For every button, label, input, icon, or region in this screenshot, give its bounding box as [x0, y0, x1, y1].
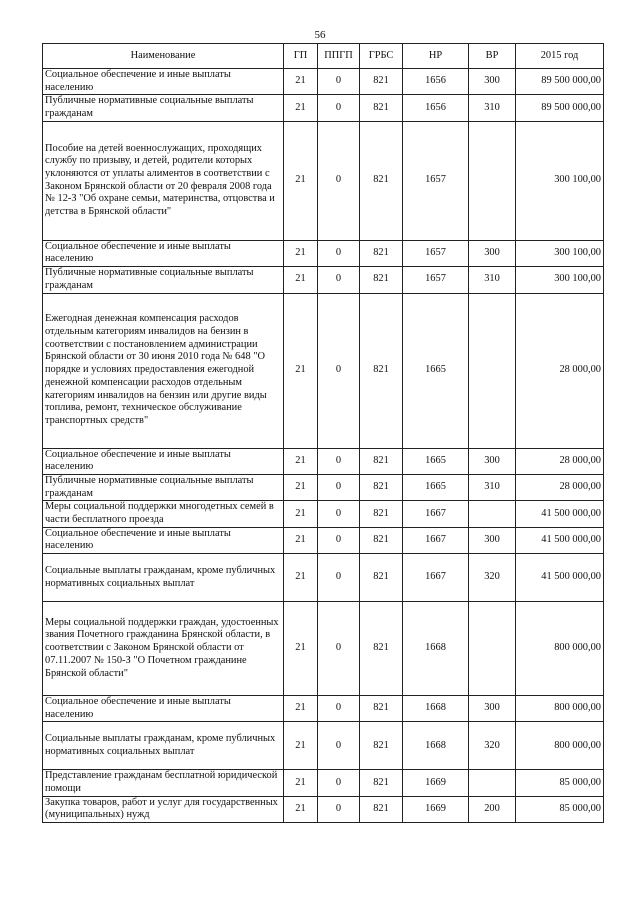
row-vr: [469, 770, 516, 796]
row-name: Социальное обеспечение и иные выплаты населению: [43, 696, 284, 722]
row-vr: 300: [469, 240, 516, 266]
row-gp: 21: [284, 770, 318, 796]
row-grbs: 821: [360, 69, 403, 95]
row-name: Социальное обеспечение и иные выплаты населению: [43, 448, 284, 474]
row-nr: 1657: [403, 240, 469, 266]
row-ppgp: 0: [318, 474, 360, 500]
table-row: [43, 267, 604, 293]
row-grbs: 821: [360, 95, 403, 121]
row-grbs: 821: [360, 722, 403, 770]
row-ppgp: 0: [318, 554, 360, 602]
row-name: Меры социальной поддержки граждан, удостоенных звания Почетного гражданина Брянской области, в соответствии с Законом Брянской области от 07.11.2007 № 150-З "О Почетном гражданине Брянской области": [43, 602, 284, 696]
row-vr: [469, 602, 516, 696]
row-ppgp: 0: [318, 722, 360, 770]
row-grbs: 821: [360, 293, 403, 448]
row-vr: [469, 121, 516, 240]
row-grbs: 821: [360, 240, 403, 266]
header-nr: НР: [403, 44, 469, 69]
row-grbs: 821: [360, 448, 403, 474]
row-vr: 310: [469, 474, 516, 500]
table-row: [43, 95, 604, 121]
row-nr: 1668: [403, 602, 469, 696]
row-gp: 21: [284, 722, 318, 770]
page-number: 56: [314, 29, 326, 41]
row-gp: 21: [284, 554, 318, 602]
table-row: [43, 696, 604, 722]
row-amount: 300 100,00: [516, 267, 604, 293]
header-gp: ГП: [284, 44, 318, 69]
table-row: [43, 448, 604, 474]
row-ppgp: 0: [318, 69, 360, 95]
row-ppgp: 0: [318, 448, 360, 474]
row-amount: 41 500 000,00: [516, 501, 604, 527]
row-vr: 320: [469, 554, 516, 602]
row-grbs: 821: [360, 267, 403, 293]
row-nr: 1657: [403, 267, 469, 293]
row-name: Ежегодная денежная компенсация расходов отдельным категориям инвалидов на бензин в соответствии с постановлением администрации Брянской области от 30 июня 2010 года № 648 "О порядке и условиях предоставления ежегодной денежной компенсации расходов отдельным категориям инвалидов на бензин или другие виды топлива, ремонт, техническое обслуживание транспортных средств": [43, 293, 284, 448]
row-nr: 1665: [403, 293, 469, 448]
row-vr: 320: [469, 722, 516, 770]
row-grbs: 821: [360, 696, 403, 722]
row-ppgp: 0: [318, 770, 360, 796]
row-amount: 28 000,00: [516, 448, 604, 474]
row-vr: 300: [469, 696, 516, 722]
row-ppgp: 0: [318, 527, 360, 553]
table-row: [43, 527, 604, 553]
row-amount: 800 000,00: [516, 696, 604, 722]
row-amount: 89 500 000,00: [516, 69, 604, 95]
row-name: Публичные нормативные социальные выплаты гражданам: [43, 267, 284, 293]
row-grbs: 821: [360, 121, 403, 240]
row-amount: 300 100,00: [516, 240, 604, 266]
row-name: Социальные выплаты гражданам, кроме публичных нормативных социальных выплат: [43, 554, 284, 602]
row-nr: 1665: [403, 474, 469, 500]
row-grbs: 821: [360, 554, 403, 602]
row-name: Закупка товаров, работ и услуг для государственных (муниципальных) нужд: [43, 796, 284, 822]
row-ppgp: 0: [318, 696, 360, 722]
row-gp: 21: [284, 501, 318, 527]
row-amount: 41 500 000,00: [516, 527, 604, 553]
row-nr: 1657: [403, 121, 469, 240]
row-grbs: 821: [360, 602, 403, 696]
row-gp: 21: [284, 121, 318, 240]
row-ppgp: 0: [318, 602, 360, 696]
table-row: [43, 770, 604, 796]
row-ppgp: 0: [318, 267, 360, 293]
row-vr: 300: [469, 69, 516, 95]
header-grbs: ГРБС: [360, 44, 403, 69]
row-gp: 21: [284, 696, 318, 722]
row-amount: 41 500 000,00: [516, 554, 604, 602]
row-ppgp: 0: [318, 240, 360, 266]
row-gp: 21: [284, 796, 318, 822]
row-amount: 300 100,00: [516, 121, 604, 240]
table-row: [43, 796, 604, 822]
row-amount: 28 000,00: [516, 474, 604, 500]
row-nr: 1656: [403, 95, 469, 121]
row-gp: 21: [284, 240, 318, 266]
row-gp: 21: [284, 69, 318, 95]
table-row: [43, 240, 604, 266]
row-gp: 21: [284, 602, 318, 696]
row-amount: 800 000,00: [516, 602, 604, 696]
row-grbs: 821: [360, 527, 403, 553]
row-vr: [469, 501, 516, 527]
table-row: [43, 121, 604, 240]
row-ppgp: 0: [318, 95, 360, 121]
budget-table: [42, 43, 604, 823]
row-vr: 310: [469, 267, 516, 293]
table-row: [43, 722, 604, 770]
row-name: Пособие на детей военнослужащих, проходящих службу по призыву, и детей, родители которых уклоняются от уплаты алиментов в соответствии с Законом Брянской области от 20 февраля 2008 года № 12-З "Об охране семьи, материнства, отцовства и детства в Брянской области": [43, 121, 284, 240]
row-gp: 21: [284, 95, 318, 121]
row-amount: 85 000,00: [516, 796, 604, 822]
row-grbs: 821: [360, 501, 403, 527]
row-amount: 800 000,00: [516, 722, 604, 770]
row-vr: [469, 293, 516, 448]
table-row: [43, 293, 604, 448]
row-gp: 21: [284, 474, 318, 500]
table-row: [43, 69, 604, 95]
row-name: Публичные нормативные социальные выплаты гражданам: [43, 474, 284, 500]
row-name: Публичные нормативные социальные выплаты гражданам: [43, 95, 284, 121]
row-gp: 21: [284, 267, 318, 293]
row-name: Социальное обеспечение и иные выплаты населению: [43, 527, 284, 553]
row-vr: 200: [469, 796, 516, 822]
header-name: Наименование: [43, 44, 284, 69]
row-vr: 300: [469, 527, 516, 553]
row-name: Социальные выплаты гражданам, кроме публичных нормативных социальных выплат: [43, 722, 284, 770]
row-amount: 85 000,00: [516, 770, 604, 796]
row-nr: 1667: [403, 554, 469, 602]
row-nr: 1667: [403, 501, 469, 527]
header-row: [43, 44, 604, 69]
row-ppgp: 0: [318, 121, 360, 240]
row-name: Меры социальной поддержки многодетных семей в части бесплатного проезда: [43, 501, 284, 527]
row-ppgp: 0: [318, 501, 360, 527]
row-nr: 1665: [403, 448, 469, 474]
row-vr: 300: [469, 448, 516, 474]
row-gp: 21: [284, 527, 318, 553]
row-vr: 310: [469, 95, 516, 121]
row-nr: 1667: [403, 527, 469, 553]
header-vr: ВР: [469, 44, 516, 69]
row-nr: 1669: [403, 796, 469, 822]
table-row: [43, 554, 604, 602]
table-row: [43, 474, 604, 500]
row-grbs: 821: [360, 474, 403, 500]
row-nr: 1668: [403, 696, 469, 722]
row-name: Социальное обеспечение и иные выплаты населению: [43, 69, 284, 95]
table-row: [43, 501, 604, 527]
row-nr: 1668: [403, 722, 469, 770]
row-grbs: 821: [360, 796, 403, 822]
row-name: Социальное обеспечение и иные выплаты населению: [43, 240, 284, 266]
row-amount: 89 500 000,00: [516, 95, 604, 121]
row-ppgp: 0: [318, 293, 360, 448]
row-nr: 1656: [403, 69, 469, 95]
row-nr: 1669: [403, 770, 469, 796]
row-amount: 28 000,00: [516, 293, 604, 448]
row-name: Представление гражданам бесплатной юридической помощи: [43, 770, 284, 796]
row-gp: 21: [284, 448, 318, 474]
header-2015: 2015 год: [516, 44, 604, 69]
row-grbs: 821: [360, 770, 403, 796]
row-ppgp: 0: [318, 796, 360, 822]
row-gp: 21: [284, 293, 318, 448]
table-row: [43, 602, 604, 696]
header-ppgp: ППГП: [318, 44, 360, 69]
